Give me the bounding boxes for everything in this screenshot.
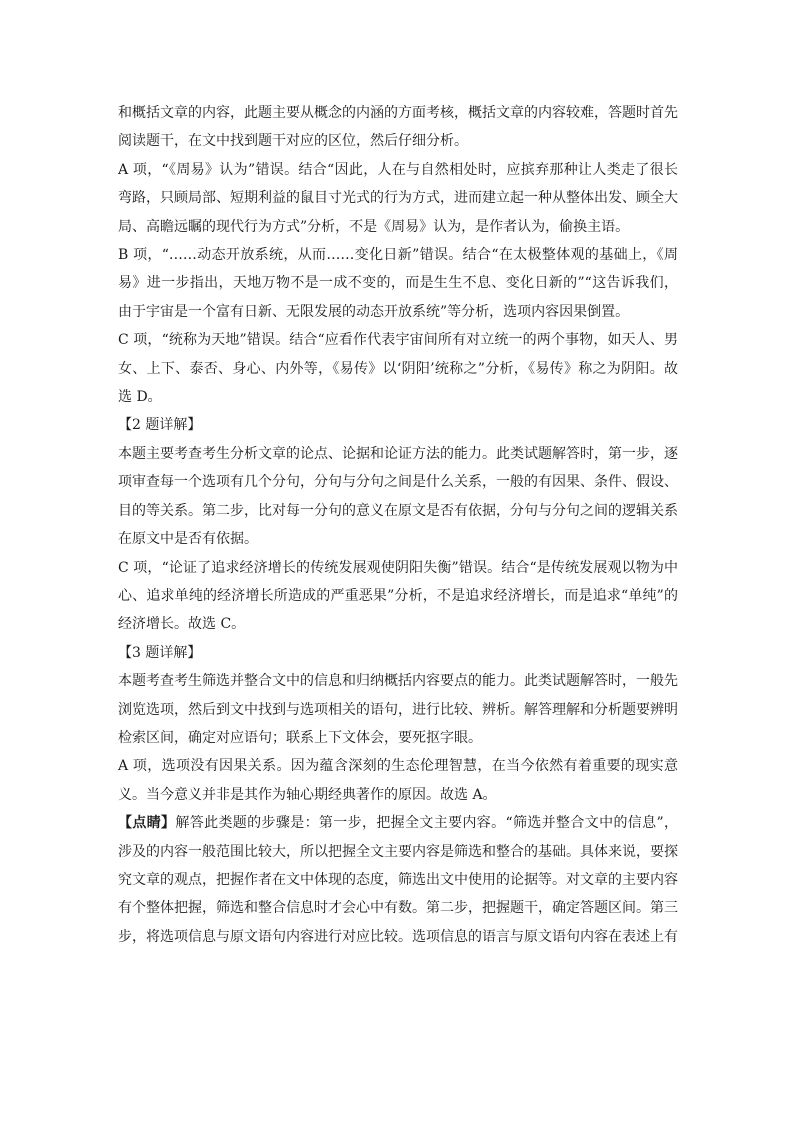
paragraph-q3-method: 本题考查考生筛选并整合文中的信息和归纳概括内容要点的能力。此类试题解答时，一般先浏览选项，然后到文中找到与选项相关的语句，进行比较、辨析。解答理解和分析题要辨明检索区间，确定对应语句；联系上下文体会，要死抠字眼。 xyxy=(118,673,678,746)
heading-q3-explanation: 【3 题详解】 xyxy=(118,644,202,661)
paragraph-q2-method: 本题主要考查考生分析文章的论点、论据和论证方法的能力。此类试题解答时，第一步，逐项审查每一个选项有几个分句，分句与分句之间是什么关系，一般的有因果、条件、假设、目的等关系。第二步，比对每一分句的意义在原文是否有依据，分句与分句之间的逻辑关系在原文中是否有依据。 xyxy=(118,445,678,548)
paragraph-option-b-q1: B 项，“……动态开放系统，从而……变化日新”错误。结合“在太极整体观的基础上，《周易》进一步指出，天地万物不是一成不变的，而是生生不息、变化日新的”“这告诉我们，由于宇宙是一个富有日新、无限发展的动态开放系统”等分析，选项内容因果倒置。 xyxy=(118,247,678,320)
paragraph-option-a-q1: A 项，“《周易》认为”错误。结合“因此，人在与自然相处时，应摈弃那种让人类走了很长弯路，只顾局部、短期利益的鼠目寸光式的行为方式，进而建立起一种从整体出发、顾全大局、高瞻远瞩的现代行为方式”分析，不是《周易》认为，是作者认为，偷换主语。 xyxy=(118,161,678,235)
document-page xyxy=(118,99,678,951)
paragraph-option-c-q1: C 项，“统称为天地”错误。结合“应看作代表宇宙间所有对立统一的两个事物，如天人、男女、上下、泰否、身心、内外等，《易传》以‘阴阳’统称之”分析，《易传》称之为阴阳。故选 D。 xyxy=(118,332,678,406)
paragraph-option-c-q2: C 项，“论证了追求经济增长的传统发展观使阴阳失衡”错误。结合“是传统发展观以物为中心、追求单纯的经济增长所造成的严重恶果”分析，不是追求经济增长，而是追求“单纯”的经济增长。故选 C。 xyxy=(118,559,678,633)
paragraph-key-points xyxy=(118,809,678,951)
heading-q2-explanation: 【2 题详解】 xyxy=(118,417,202,434)
paragraph-intro: 和概括文章的内容，此题主要从概念的内涵的方面考核，概括文章的内容较难，答题时首先阅读题干，在文中找到题干对应的区位，然后仔细分析。 xyxy=(118,105,678,150)
key-points-label: 【点睛】 xyxy=(118,815,176,832)
paragraph-option-a-q3: A 项，选项没有因果关系。因为蕴含深刻的生态伦理智慧，在当今依然有着重要的现实意义。当今意义并非是其作为轴心期经典著作的原因。故选 A。 xyxy=(118,758,678,803)
key-points-text: 解答此类题的步骤是：第一步，把握全文主要内容。“筛选并整合文中的信息”，涉及的内容一般范围比较大，所以把握全文主要内容是筛选和整合的基础。具体来说，要探究文章的观点，把握作者在文中体现的态度，筛选出文中使用的论据等。对文章的主要内容有个整体把握，筛选和整合信息时才会心中有数。第二步，把握题干，确定答题区间。第三步，将选项信息与原文语句内容进行对应比较。选项信息的语言与原文语句内容在表述上有 xyxy=(118,815,679,945)
